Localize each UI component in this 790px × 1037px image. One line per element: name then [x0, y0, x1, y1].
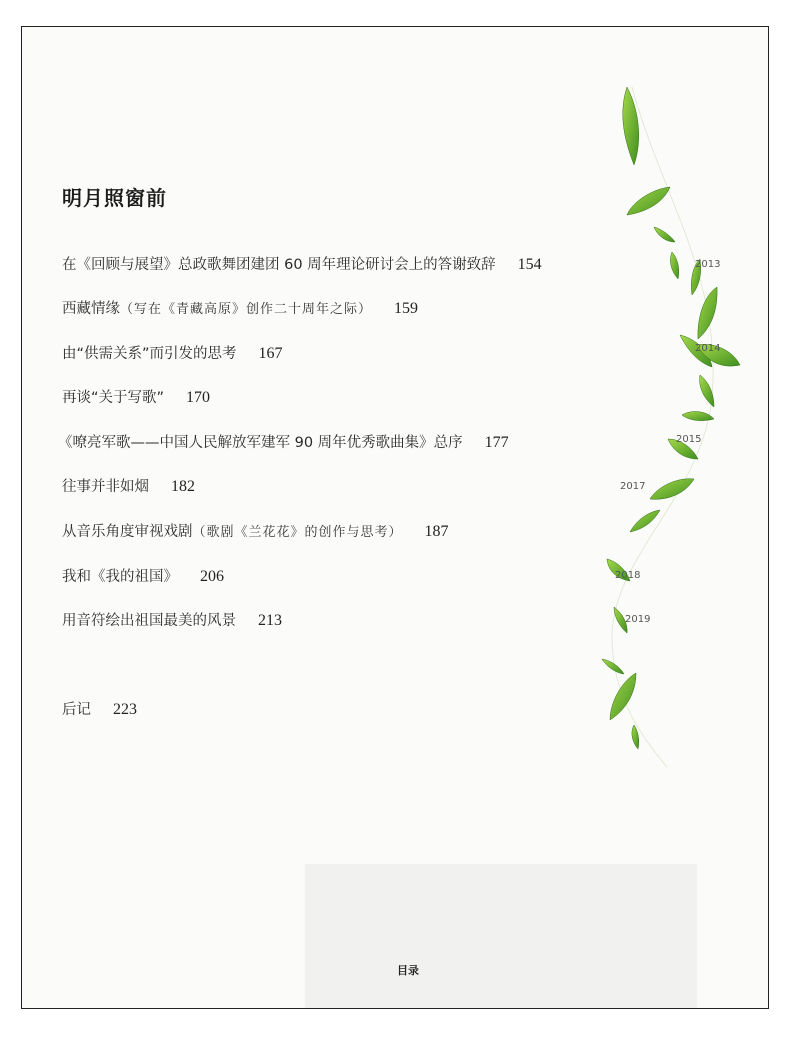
entry-page: 159: [394, 300, 419, 317]
leaf-icon: [610, 673, 636, 720]
entry-page: 167: [258, 345, 283, 362]
entry-page: 223: [113, 701, 137, 718]
leaf-icon: [670, 252, 678, 279]
toc-entry-afterword[interactable]: [62, 698, 137, 719]
year-label: 2014: [695, 343, 721, 354]
entry-subtitle: （写在《青藏高原》创作二十周年之际）: [120, 302, 373, 317]
leaf-icon: [623, 87, 639, 165]
toc-entry[interactable]: [62, 609, 282, 630]
leaf-icon: [627, 187, 670, 215]
toc-entry[interactable]: [62, 342, 283, 363]
entry-page: 182: [171, 478, 195, 495]
entry-title: 西藏情缘: [62, 301, 120, 317]
entry-title: 我和《我的祖国》: [62, 569, 178, 585]
entry-title: 从音乐角度审视戏剧: [62, 524, 193, 540]
leaf-icon: [700, 375, 714, 407]
entry-title: 《嘹亮军歌——中国人民解放军建军 90 周年优秀歌曲集》总序: [58, 435, 463, 451]
toc-entry[interactable]: [62, 253, 542, 274]
section-title: 明月照窗前: [62, 186, 167, 210]
toc-entry[interactable]: [62, 520, 449, 541]
year-label: 2018: [615, 570, 641, 581]
entry-title: 再谈“关于写歌”: [62, 390, 165, 406]
entry-title: 后记: [62, 702, 91, 718]
leaf-icon: [632, 725, 639, 749]
toc-entry[interactable]: [62, 297, 418, 318]
entry-page: 170: [186, 389, 211, 406]
entry-page: 187: [424, 523, 449, 540]
leaf-icon: [602, 659, 624, 674]
leaf-icon: [654, 227, 675, 242]
leaf-icon: [650, 479, 694, 500]
toc-entry[interactable]: [58, 431, 509, 452]
footer-panel: [305, 864, 697, 1009]
year-label: 2015: [676, 434, 702, 445]
toc-entry[interactable]: [62, 475, 195, 496]
entry-title: 用音符绘出祖国最美的风景: [62, 613, 236, 629]
leaf-icon: [682, 412, 714, 421]
entry-subtitle: （歌剧《兰花花》的创作与思考）: [192, 525, 403, 540]
toc-entry[interactable]: [62, 565, 224, 586]
entry-page: 213: [258, 612, 282, 629]
year-label: 2017: [620, 481, 646, 492]
year-label: 2013: [695, 259, 721, 270]
year-label: 2019: [625, 614, 651, 625]
entry-title: 往事并非如烟: [62, 479, 149, 495]
toc-entry[interactable]: [62, 386, 210, 407]
entry-page: 154: [517, 256, 542, 273]
toc-page: [21, 26, 769, 1009]
leaf-vine-decoration: [572, 77, 769, 777]
entry-title: 在《回顾与展望》总政歌舞团建团 60 周年理论研讨会上的答谢致辞: [62, 257, 496, 273]
footer-label: 目录: [397, 964, 419, 977]
leaf-icon: [698, 287, 717, 339]
entry-page: 206: [200, 568, 224, 585]
entry-page: 177: [484, 434, 509, 451]
entry-title: 由“供需关系”而引发的思考: [62, 346, 237, 362]
